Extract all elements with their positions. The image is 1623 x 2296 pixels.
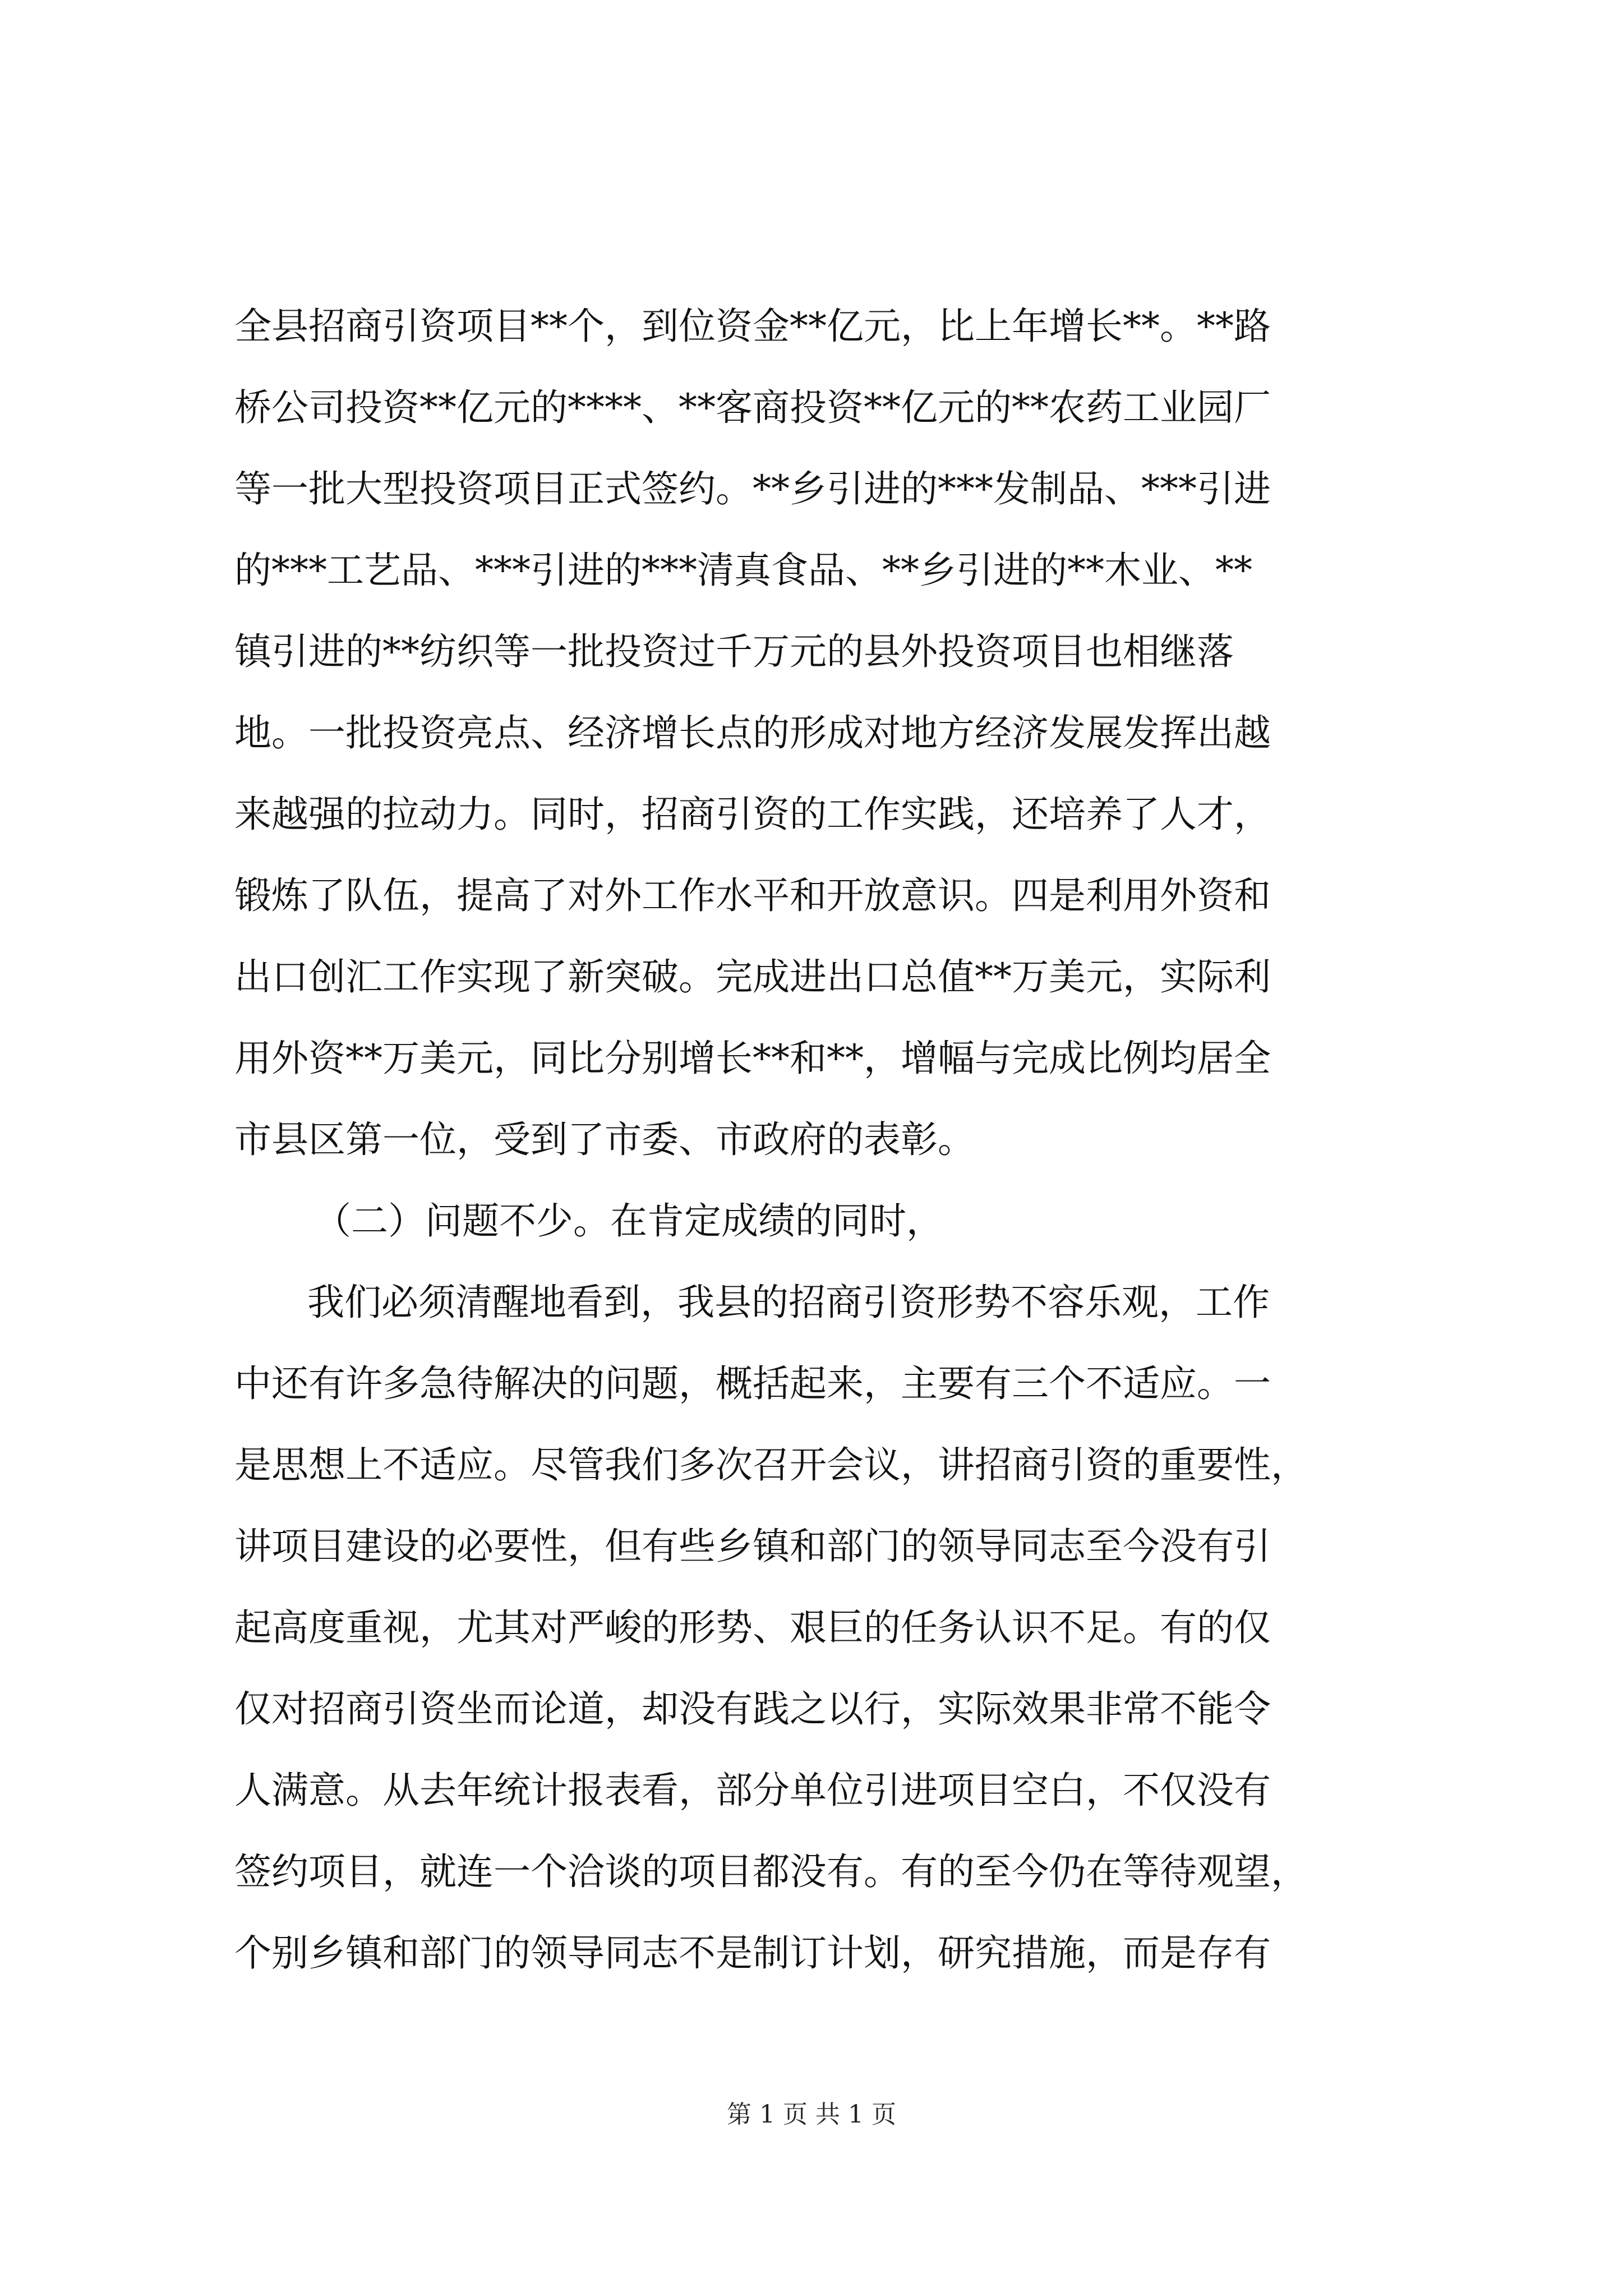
text-line [0,464,1623,514]
page-footer: 第 1 页 共 1 页 [727,2100,896,2129]
text-line [0,789,1623,840]
line-text: 起高度重视，尤其对严峻的形势、艰巨的任务认识不足。有的仅 [234,1606,1271,1649]
line-text: 桥公司投资**亿元的****、**客商投资**亿元的**农药工业园厂 [234,386,1271,429]
text-line [0,383,1623,433]
line-text: 的***工艺品、***引进的***清真食品、**乡引进的**木业、** [234,549,1252,592]
text-line [0,1115,1623,1165]
text-line [0,1440,1623,1490]
text-line [0,1684,1623,1734]
text-line [0,1521,1623,1572]
text-line [0,1765,1623,1816]
text-line [0,1603,1623,1653]
line-text: 仅对招商引资坐而论道，却没有践之以行，实际效果非常不能令 [234,1687,1271,1731]
text-line [0,952,1623,1002]
line-text: 中还有许多急待解决的问题，概括起来，主要有三个不适应。一 [234,1362,1271,1405]
line-text: （二）问题不少。在肯定成绩的同时， [314,1199,943,1243]
line-text: 锻炼了队伍，提高了对外工作水平和开放意识。四是利用外资和 [234,874,1271,917]
line-text: 出口创汇工作实现了新突破。完成进出口总值**万美元，实际利 [234,955,1271,999]
line-text: 是思想上不适应。尽管我们多次召开会议，讲招商引资的重要性， [234,1443,1308,1487]
line-text: 市县区第一位，受到了市委、市政府的表彰。 [234,1118,975,1161]
line-text: 地。一批投资亮点、经济增长点的形成对地方经济发展发挥出越 [234,711,1271,754]
line-text: 我们必须清醒地看到，我县的招商引资形势不容乐观，工作 [307,1281,1270,1324]
line-text: 镇引进的**纺织等一批投资过千万元的县外投资项目也相继落 [234,630,1234,673]
line-text: 全县招商引资项目**个，到位资金**亿元，比上年增长**。**路 [234,305,1271,348]
line-text: 等一批大型投资项目正式签约。**乡引进的***发制品、***引进 [234,467,1271,510]
text-line [0,1033,1623,1084]
text-line [0,1359,1623,1409]
text-line [0,627,1623,677]
line-text: 来越强的拉动力。同时，招商引资的工作实践，还培养了人才， [234,793,1271,836]
line-text: 人满意。从去年统计报表看，部分单位引进项目空白，不仅没有 [234,1769,1271,1812]
text-line [0,1928,1623,1978]
line-text: 个别乡镇和部门的领导同志不是制订计划，研究措施，而是存有 [234,1931,1271,1975]
text-line [0,1277,1623,1328]
text-line [0,301,1623,352]
text-line [0,1196,1623,1246]
text-line [0,1847,1623,1897]
line-text: 签约项目，就连一个洽谈的项目都没有。有的至今仍在等待观望， [234,1850,1308,1893]
text-line [0,545,1623,596]
text-line [0,871,1623,921]
line-text: 讲项目建设的必要性，但有些乡镇和部门的领导同志至今没有引 [234,1525,1271,1568]
text-line [0,708,1623,758]
line-text: 用外资**万美元，同比分别增长**和**，增幅与完成比例均居全 [234,1037,1271,1080]
